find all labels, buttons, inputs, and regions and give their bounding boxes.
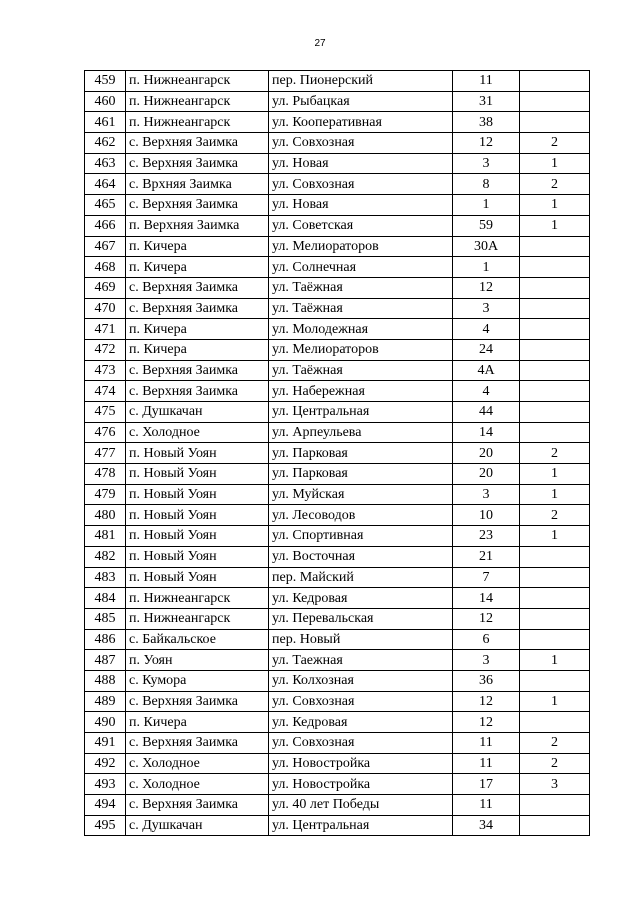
house-number-cell: 3	[453, 484, 520, 505]
street-cell: ул. Центральная	[269, 402, 453, 423]
extra-value-cell: 3	[520, 774, 590, 795]
row-number-cell: 489	[85, 691, 126, 712]
street-cell: ул. Колхозная	[269, 670, 453, 691]
locality-cell: с. Душкачан	[126, 402, 269, 423]
locality-cell: п. Кичера	[126, 236, 269, 257]
extra-value-cell: 1	[520, 215, 590, 236]
row-number-cell: 494	[85, 795, 126, 816]
house-number-cell: 36	[453, 670, 520, 691]
row-number-cell: 472	[85, 339, 126, 360]
locality-cell: с. Верхняя Заимка	[126, 691, 269, 712]
house-number-cell: 17	[453, 774, 520, 795]
house-number-cell: 11	[453, 71, 520, 92]
street-cell: ул. Восточная	[269, 546, 453, 567]
street-cell: ул. Совхозная	[269, 733, 453, 754]
locality-cell: п. Новый Уоян	[126, 526, 269, 547]
street-cell: ул. Солнечная	[269, 257, 453, 278]
extra-value-cell	[520, 319, 590, 340]
locality-cell: с. Кумора	[126, 670, 269, 691]
table-row	[85, 484, 590, 505]
street-cell: пер. Пионерский	[269, 71, 453, 92]
street-cell: ул. Молодежная	[269, 319, 453, 340]
street-cell: ул. Совхозная	[269, 133, 453, 154]
table-row	[85, 733, 590, 754]
table-row	[85, 422, 590, 443]
row-number-cell: 467	[85, 236, 126, 257]
extra-value-cell: 1	[520, 153, 590, 174]
locality-cell: п. Новый Уоян	[126, 484, 269, 505]
street-cell: ул. Рыбацкая	[269, 91, 453, 112]
extra-value-cell: 2	[520, 443, 590, 464]
house-number-cell: 8	[453, 174, 520, 195]
extra-value-cell	[520, 257, 590, 278]
street-cell: ул. 40 лет Победы	[269, 795, 453, 816]
street-cell: ул. Советская	[269, 215, 453, 236]
row-number-cell: 479	[85, 484, 126, 505]
street-cell: ул. Муйская	[269, 484, 453, 505]
street-cell: ул. Совхозная	[269, 174, 453, 195]
table-row	[85, 588, 590, 609]
locality-cell: с. Холодное	[126, 422, 269, 443]
house-number-cell: 38	[453, 112, 520, 133]
locality-cell: п. Новый Уоян	[126, 546, 269, 567]
house-number-cell: 44	[453, 402, 520, 423]
row-number-cell: 484	[85, 588, 126, 609]
locality-cell: с. Верхняя Заимка	[126, 153, 269, 174]
extra-value-cell	[520, 588, 590, 609]
row-number-cell: 487	[85, 650, 126, 671]
table-row	[85, 464, 590, 485]
row-number-cell: 471	[85, 319, 126, 340]
table-row	[85, 608, 590, 629]
extra-value-cell: 2	[520, 505, 590, 526]
street-cell: ул. Таёжная	[269, 298, 453, 319]
extra-value-cell: 2	[520, 174, 590, 195]
house-number-cell: 14	[453, 422, 520, 443]
extra-value-cell: 1	[520, 650, 590, 671]
street-cell: ул. Новая	[269, 153, 453, 174]
extra-value-cell	[520, 422, 590, 443]
row-number-cell: 476	[85, 422, 126, 443]
house-number-cell: 11	[453, 795, 520, 816]
row-number-cell: 463	[85, 153, 126, 174]
row-number-cell: 493	[85, 774, 126, 795]
house-number-cell: 4	[453, 381, 520, 402]
table-row	[85, 381, 590, 402]
table-row	[85, 443, 590, 464]
extra-value-cell	[520, 71, 590, 92]
extra-value-cell: 2	[520, 733, 590, 754]
table-row	[85, 91, 590, 112]
table-row	[85, 277, 590, 298]
row-number-cell: 466	[85, 215, 126, 236]
house-number-cell: 12	[453, 277, 520, 298]
extra-value-cell	[520, 402, 590, 423]
locality-cell: с. Верхняя Заимка	[126, 733, 269, 754]
table-row	[85, 526, 590, 547]
street-cell: пер. Новый	[269, 629, 453, 650]
row-number-cell: 460	[85, 91, 126, 112]
street-cell: ул. Парковая	[269, 464, 453, 485]
row-number-cell: 490	[85, 712, 126, 733]
row-number-cell: 477	[85, 443, 126, 464]
table-row	[85, 360, 590, 381]
locality-cell: с. Верхняя Заимка	[126, 795, 269, 816]
table-row	[85, 174, 590, 195]
row-number-cell: 491	[85, 733, 126, 754]
street-cell: ул. Набережная	[269, 381, 453, 402]
house-number-cell: 14	[453, 588, 520, 609]
house-number-cell: 1	[453, 195, 520, 216]
row-number-cell: 482	[85, 546, 126, 567]
extra-value-cell	[520, 629, 590, 650]
table-row	[85, 257, 590, 278]
table-row	[85, 319, 590, 340]
locality-cell: п. Новый Уоян	[126, 464, 269, 485]
street-cell: ул. Мелиораторов	[269, 236, 453, 257]
street-cell: ул. Парковая	[269, 443, 453, 464]
locality-cell: с. Душкачан	[126, 815, 269, 836]
house-number-cell: 23	[453, 526, 520, 547]
extra-value-cell: 1	[520, 195, 590, 216]
house-number-cell: 10	[453, 505, 520, 526]
extra-value-cell	[520, 567, 590, 588]
street-cell: ул. Совхозная	[269, 691, 453, 712]
table-row	[85, 650, 590, 671]
table-row	[85, 774, 590, 795]
address-table-body	[85, 71, 590, 836]
house-number-cell: 7	[453, 567, 520, 588]
street-cell: ул. Перевальская	[269, 608, 453, 629]
extra-value-cell	[520, 670, 590, 691]
row-number-cell: 461	[85, 112, 126, 133]
extra-value-cell	[520, 298, 590, 319]
table-row	[85, 712, 590, 733]
street-cell: ул. Кедровая	[269, 712, 453, 733]
extra-value-cell: 2	[520, 133, 590, 154]
house-number-cell: 3	[453, 650, 520, 671]
table-row	[85, 215, 590, 236]
street-cell: ул. Таёжная	[269, 277, 453, 298]
table-row	[85, 795, 590, 816]
street-cell: ул. Таёжная	[269, 360, 453, 381]
row-number-cell: 483	[85, 567, 126, 588]
street-cell: ул. Мелиораторов	[269, 339, 453, 360]
street-cell: ул. Новостройка	[269, 753, 453, 774]
locality-cell: п. Новый Уоян	[126, 505, 269, 526]
extra-value-cell	[520, 91, 590, 112]
row-number-cell: 462	[85, 133, 126, 154]
street-cell: ул. Спортивная	[269, 526, 453, 547]
row-number-cell: 488	[85, 670, 126, 691]
row-number-cell: 478	[85, 464, 126, 485]
house-number-cell: 12	[453, 691, 520, 712]
house-number-cell: 6	[453, 629, 520, 650]
row-number-cell: 480	[85, 505, 126, 526]
house-number-cell: 4А	[453, 360, 520, 381]
house-number-cell: 11	[453, 753, 520, 774]
house-number-cell: 12	[453, 608, 520, 629]
locality-cell: п. Нижнеангарск	[126, 588, 269, 609]
extra-value-cell	[520, 815, 590, 836]
house-number-cell: 12	[453, 133, 520, 154]
row-number-cell: 473	[85, 360, 126, 381]
row-number-cell: 464	[85, 174, 126, 195]
extra-value-cell: 1	[520, 484, 590, 505]
row-number-cell: 468	[85, 257, 126, 278]
street-cell: пер. Майский	[269, 567, 453, 588]
row-number-cell: 486	[85, 629, 126, 650]
locality-cell: п. Кичера	[126, 712, 269, 733]
street-cell: ул. Таежная	[269, 650, 453, 671]
locality-cell: п. Нижнеангарск	[126, 112, 269, 133]
table-row	[85, 670, 590, 691]
extra-value-cell: 2	[520, 753, 590, 774]
street-cell: ул. Новая	[269, 195, 453, 216]
locality-cell: п. Уоян	[126, 650, 269, 671]
extra-value-cell	[520, 608, 590, 629]
table-row	[85, 567, 590, 588]
table-row	[85, 153, 590, 174]
row-number-cell: 485	[85, 608, 126, 629]
locality-cell: п. Нижнеангарск	[126, 91, 269, 112]
row-number-cell: 459	[85, 71, 126, 92]
locality-cell: с. Врхняя Заимка	[126, 174, 269, 195]
table-row	[85, 112, 590, 133]
row-number-cell: 465	[85, 195, 126, 216]
street-cell: ул. Кедровая	[269, 588, 453, 609]
table-row	[85, 505, 590, 526]
locality-cell: с. Холодное	[126, 774, 269, 795]
locality-cell: с. Верхняя Заимка	[126, 360, 269, 381]
house-number-cell: 4	[453, 319, 520, 340]
extra-value-cell	[520, 236, 590, 257]
row-number-cell: 495	[85, 815, 126, 836]
extra-value-cell	[520, 277, 590, 298]
table-row	[85, 133, 590, 154]
table-row	[85, 71, 590, 92]
street-cell: ул. Лесоводов	[269, 505, 453, 526]
locality-cell: с. Верхняя Заимка	[126, 298, 269, 319]
house-number-cell: 11	[453, 733, 520, 754]
locality-cell: с. Верхняя Заимка	[126, 195, 269, 216]
row-number-cell: 474	[85, 381, 126, 402]
locality-cell: п. Верхняя Заимка	[126, 215, 269, 236]
row-number-cell: 469	[85, 277, 126, 298]
house-number-cell: 3	[453, 153, 520, 174]
street-cell: ул. Кооперативная	[269, 112, 453, 133]
locality-cell: с. Верхняя Заимка	[126, 381, 269, 402]
row-number-cell: 475	[85, 402, 126, 423]
house-number-cell: 24	[453, 339, 520, 360]
locality-cell: с. Холодное	[126, 753, 269, 774]
street-cell: ул. Центральная	[269, 815, 453, 836]
house-number-cell: 1	[453, 257, 520, 278]
table-row	[85, 298, 590, 319]
locality-cell: п. Новый Уоян	[126, 443, 269, 464]
table-row	[85, 753, 590, 774]
row-number-cell: 481	[85, 526, 126, 547]
extra-value-cell: 1	[520, 526, 590, 547]
extra-value-cell: 1	[520, 464, 590, 485]
table-row	[85, 339, 590, 360]
table-row	[85, 546, 590, 567]
extra-value-cell	[520, 795, 590, 816]
locality-cell: п. Новый Уоян	[126, 567, 269, 588]
street-cell: ул. Арпеульева	[269, 422, 453, 443]
locality-cell: п. Кичера	[126, 319, 269, 340]
extra-value-cell	[520, 339, 590, 360]
table-row	[85, 691, 590, 712]
locality-cell: п. Нижнеангарск	[126, 71, 269, 92]
house-number-cell: 20	[453, 464, 520, 485]
house-number-cell: 12	[453, 712, 520, 733]
table-row	[85, 629, 590, 650]
table-row	[85, 236, 590, 257]
extra-value-cell	[520, 360, 590, 381]
street-cell: ул. Новостройка	[269, 774, 453, 795]
locality-cell: с. Верхняя Заимка	[126, 133, 269, 154]
locality-cell: п. Кичера	[126, 257, 269, 278]
table-row	[85, 195, 590, 216]
locality-cell: п. Нижнеангарск	[126, 608, 269, 629]
locality-cell: п. Кичера	[126, 339, 269, 360]
extra-value-cell	[520, 546, 590, 567]
locality-cell: с. Верхняя Заимка	[126, 277, 269, 298]
page-number: 27	[314, 38, 326, 49]
house-number-cell: 20	[453, 443, 520, 464]
row-number-cell: 492	[85, 753, 126, 774]
house-number-cell: 30А	[453, 236, 520, 257]
extra-value-cell	[520, 112, 590, 133]
address-table	[84, 70, 590, 836]
table-row	[85, 402, 590, 423]
extra-value-cell	[520, 381, 590, 402]
row-number-cell: 470	[85, 298, 126, 319]
locality-cell: с. Байкальское	[126, 629, 269, 650]
extra-value-cell: 1	[520, 691, 590, 712]
house-number-cell: 59	[453, 215, 520, 236]
house-number-cell: 3	[453, 298, 520, 319]
extra-value-cell	[520, 712, 590, 733]
house-number-cell: 31	[453, 91, 520, 112]
house-number-cell: 21	[453, 546, 520, 567]
table-row	[85, 815, 590, 836]
house-number-cell: 34	[453, 815, 520, 836]
